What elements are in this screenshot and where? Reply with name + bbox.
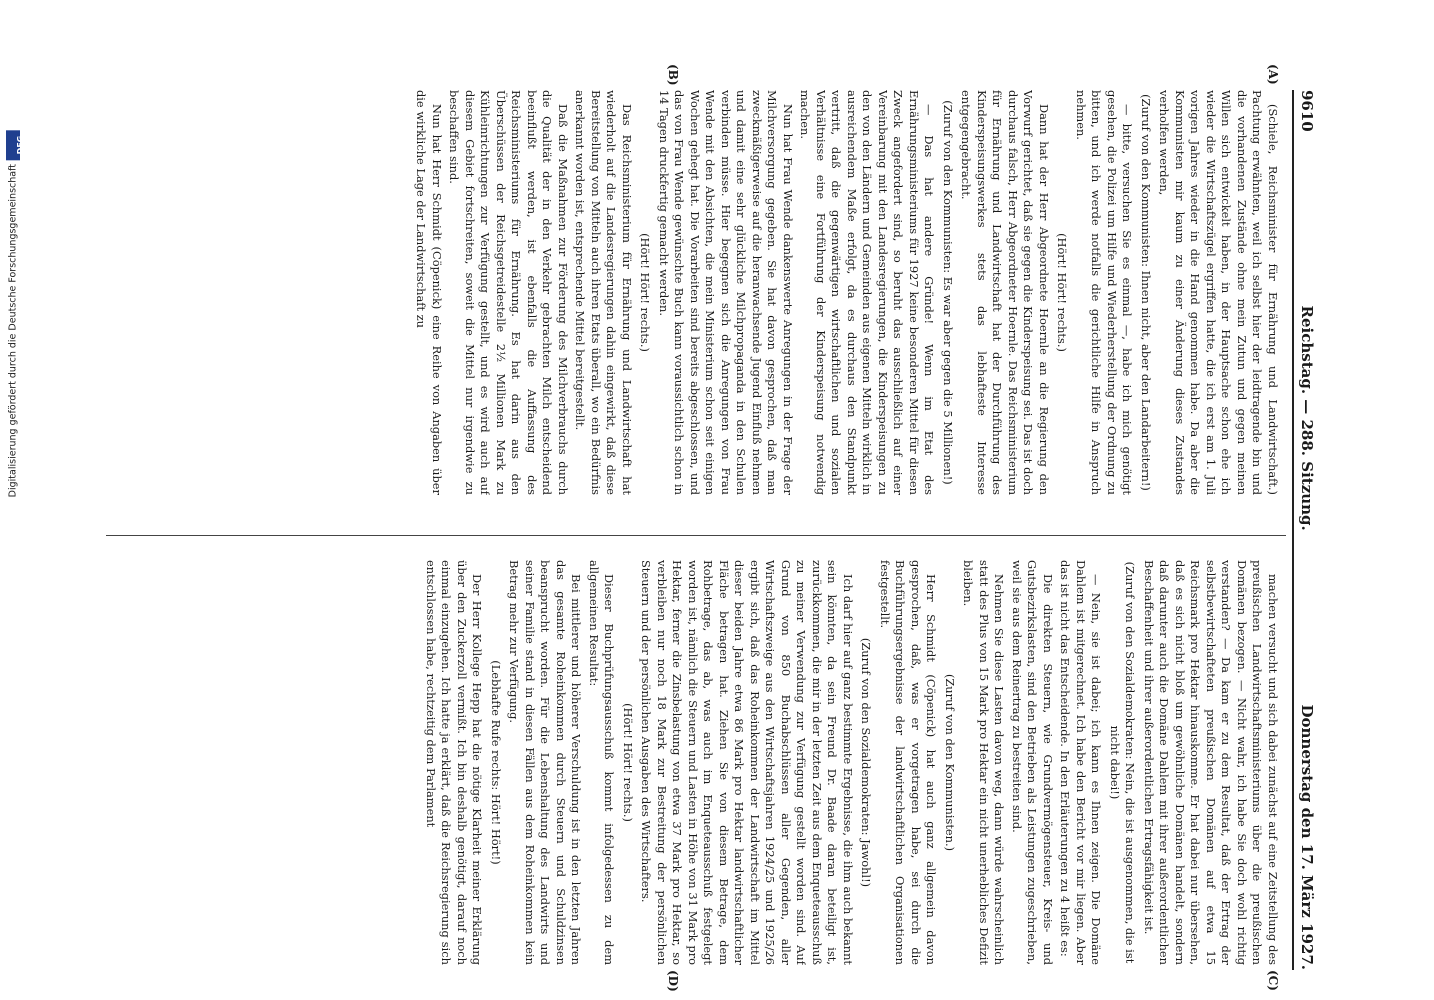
funding-note [6,130,25,498]
paragraph: — Das hat andere Gründe! Wenn im Etat des Ernährungsministeriums für 1927 keine besonderen Mittel für diesen Zweck angefordert sind, so beruht das ausschließlich auf einer Vereinbarung mit den Landesregierungen, die Kinderspeisungen zu den von den Ländern und Gemeinden aus eigenen Mitteln wirklich in ausreichendem Maße erfolgt, da es durchaus den Standpunkt vertritt, daß die gegenwärtigen wirtschaftlichen und sozialen Verhältnisse eine Fortführung der Kinderspeisung notwendig machen. [798,90,937,495]
interjection: (Hört! Hört! rechts.) [638,233,653,352]
page-title: Reichstag. — 288. Sitzung. [1298,305,1316,531]
funding-note-text: Digitalisierung gefördert durch die Deutsche Forschungsgemeinschaft [7,164,19,498]
margin-marker-b: (B) [666,64,680,86]
left-text-column [105,90,1280,495]
paragraph: Nehmen Sie diese Lasten davon weg, dann würde wahrscheinlich statt des Plus von 15 Mark pro Hektar ein nicht unerhebliches Defizit bleiben. [961,560,1007,965]
margin-marker-d: (D) [666,970,680,992]
dfg-logo-icon: DFG [6,130,20,160]
right-text-column [105,560,1280,965]
paragraph: Nun hat Frau Wende dankenswerte Anregungen in der Frage der Milchversorgung gegeben. Sie hat davon gesprochen, daß man zweckmäßigerweise auf die heranwachsende Jugend Einfluß nehmen und damit eine sehr glückliche Milchpropaganda in den Schulen verbinden müsse. Hier begegnen sich die Anregungen von Frau Wende mit den Absichten, die mein Ministerium schon seit einigen Wochen gehegt hat. Die Vorarbeiten sind bereits abgeschlossen, und das von Frau Wende gewünschte Buch kann voraussichtlich schon in 14 Tagen druckfertig gemacht werden. [657,90,795,495]
paragraph: Nun hat Herr Schmidt (Cöpenick) eine Reihe von Angaben über die wirkliche Lage der Landwirtschaft zu [414,90,444,495]
paragraph: Das Reichsministerium für Ernährung und Landwirtschaft hat wiederholt auf die Landesregierungen dahin eingewirkt, daß diese Bereitstellung von Mitteln auch ihren Etats überall, wo ein Bedürfnis anerkannt worden ist, entsprechende Mittel bereitgestellt. [573,90,634,495]
paragraph: (Schiele, Reichsminister für Ernährung und Landwirtschaft.) Pachtung erwähnten, weil ich selbst hier der leidtragende bin und die vorhandenen Zustände ohne mein Zutun und gegen meinen Willen sich entwickelt haben, in der Hauptsache schon ehe ich wieder die Wirtschaftszügel ergriffen hatte, die ich erst am 1. Juli vorigen Jahres wieder in die Hand genommen habe. Da aber die Kommunisten mir kaum zu einer Änderung dieses Zustandes verholfen werden, [1157,90,1280,495]
interjection: (Zuruf von den Kommunisten.) [943,673,957,852]
paragraph: machen versucht und sich dabei zunächst auf eine Zeitstellung des preußischen Landwirtschaftsministeriums über die preußischen Domänen bezogen. — Nicht wahr, ich habe Sie doch wohl richtig verstanden? — Da kam er zu dem Resultat, daß der Ertrag der selbstbewirtschafteten preußischen Domänen auf etwa 15 Reichsmark pro Hektar hinauskomme. Er hat dabei nur übersehen, daß es sich nicht bloß um gewöhnliche Domänen handelt, sondern daß darunter auch die Domäne Dahlem mit ihrer außerordentlichen Beschaffenheit und ihrer außerordentlichen Ertragsfähigkeit ist. [1142,560,1280,965]
interjection: (Zuruf von den Sozialdemokraten: Nein, die ist ausgenommen, die ist nicht dabei!) [1108,561,1138,964]
quotation: Die direkten Steuern, wie Grundvermögensteuer, Kreis- und Gutsbezirkslasten, sind den Betrieben als Leistungen zugeschrieben, weil sie aus dem Reinertrag zu bestreiten sind. [1010,560,1055,965]
rotated-page-content [90,64,1320,992]
paragraph: Dieser Buchprüfungsausschuß kommt infolgedessen zu dem allgemeinen Resultat: [587,560,617,965]
page-number: 9610 [1298,90,1316,132]
paragraph: Daß die Maßnahmen zur Förderung des Milchverbrauchs durch die Qualität der in den Verkehr gebrachten Milch entscheidend beeinflußt werden, ist ebenfalls die Auffassung des Reichsministeriums für Ernährung. Es hat darin aus den Überschüssen der Reichsgetreidestelle 2½ Millionen Mark zu Kühleinrichtungen zur Verfügung gestellt, und es wird auch auf diesem Gebiet fortschreiten, soweit die Mittel nur irgendwie zu beschaffen sind. [447,90,570,495]
paragraph: Herr Schmidt (Cöpenick) hat auch ganz allgemein davon gesprochen, daß, was er vorgetragen habe, sei durch die Buchführungsergebnisse der landwirtschaftlichen Organisationen festgestellt. [878,560,939,965]
interjection: (Zuruf von den Sozialdemokraten: Jawohl!) [859,637,874,888]
paragraph: Der Herr Kollege Hepp hat die nötige Klarheit meiner Erklärung über den Zuckerzoll vermißt. Ich bin deshalb genötigt, darauf noch einmal einzugehen. Ich hatte ja erklärt, daß die Reichsregierung sich entschlossen habe, rechtzeitig dem Parlament [424,560,485,965]
interjection: (Hört! Hört! rechts.) [621,703,635,822]
interjection: (Zuruf von den Kommunisten: Ihnen nicht, aber den Landarbeitern!) [1139,94,1153,491]
quotation: Bei mittlerer und höherer Verschuldung ist in den letzten Jahren das gesamte Roheinkommen durch Steuern und Schuldzinsen beansprucht worden. Für die Lebenshaltung des Landwirts und seiner Familie stand in diesen Fällen aus dem Roheinkommen kein Betrag mehr zur Verfügung. [507,560,584,965]
margin-marker-c: (C) [1266,970,1280,991]
interjection: (Lebhafte Rufe rechts: Hört! Hört!) [489,660,503,865]
paragraph: Ich darf hier auf ganz bestimmte Ergebnisse, die ihm auch bekannt sein könnten, da sein Freund Dr. Baade daran beteiligt ist, zurückkommen, die mir in der letzten Zeit aus dem Enqueteausschuß zu meiner Verwendung zur Verfügung gestellt worden sind. Auf Grund von 850 Buchabschlüssen aller Gegenden, aller Wirtschaftszweige aus den Wirtschaftsjahren 1924/25 und 1925/26 ergibt sich, daß das Roheinkommen der Landwirtschaft im Mittel dieser beiden Jahre etwa 86 Mark pro Hektar landwirtschaftlicher Fläche betragen hat. Ziehen Sie von diesem Betrage, dem Rohbetrage, das ab, was auch im Enqueteausschuß festgelegt worden ist, nämlich die Steuern und Lasten in Höhe von 31 Mark pro Hektar, ferner die Zinsbelastung von etwa 37 Mark pro Hektar, so verbleiben nur noch 18 Mark zur Bestreitung der persönlichen Steuern und der persönlichen Ausgaben des Wirtschafters. [639,560,855,965]
paragraph: — Nein, sie ist dabei; ich kann es Ihnen zeigen. Die Domäne Dahlem ist mitgerechnet. Ich habe den Bericht vor mir liegen. Aber das ist nicht das Entscheidende. In den Erläuterungen zu 4 heißt es: [1058,560,1104,965]
interjection: (Zuruf von den Kommunisten: Es war aber gegen die 5 Millionen!) [941,100,955,485]
paragraph: — bitte, versuchen Sie es einmal —, habe ich mich genötigt gesehen, die Polizei um Hilfe und Wiederherstellung der Ordnung zu bitten, und ich werde notfalls die gerichtliche Hilfe in Anspruch nehmen. [1074,90,1135,495]
page-date: Donnerstag den 17. März 1927. [1298,704,1316,970]
interjection: (Hört! Hört! rechts.) [1055,233,1070,352]
page-header [1292,90,1320,970]
column-divider [106,535,1286,536]
paragraph: Dann hat der Herr Abgeordnete Hoernle an die Regierung den Vorwurf gerichtet, daß sie gegen die Kinderspeisung sei. Das ist doch durchaus falsch, Herr Abgeordneter Hoernle. Das Reichsministerium für Ernährung und Landwirtschaft hat der Durchführung des Kinderspeisungswerkes stets das lebhafteste Interesse entgegengebracht. [959,90,1051,495]
margin-marker-a: (A) [1266,64,1280,85]
